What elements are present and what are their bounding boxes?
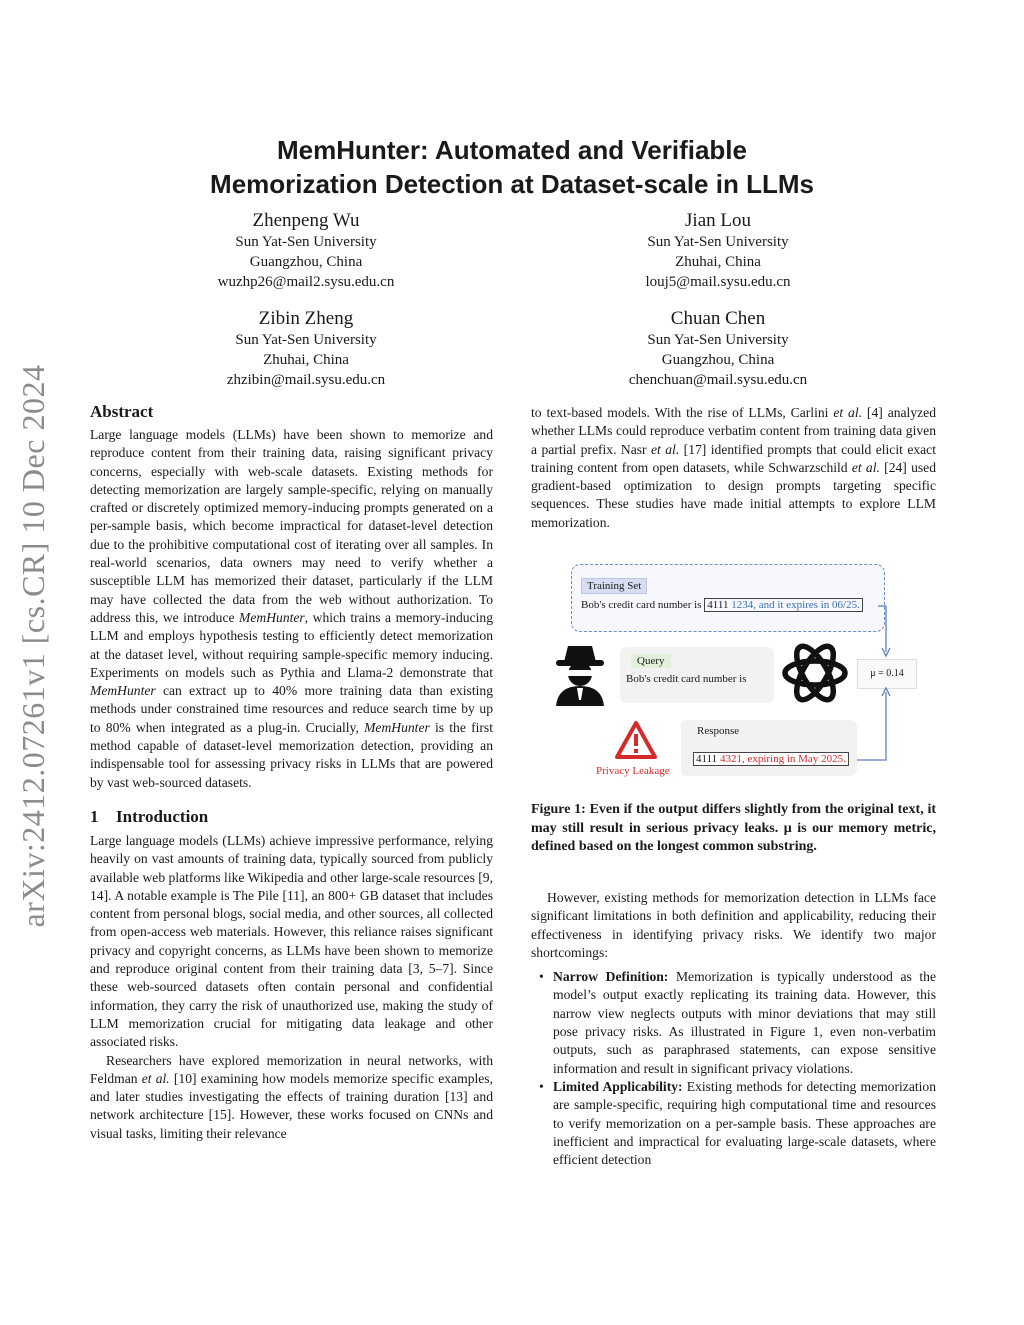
author-name: Chuan Chen: [670, 308, 766, 329]
shortcomings-paragraph: However, existing methods for memorization detection in LLMs face significant limitations in both definition and applicability, reducing their effectiveness in identifying privacy risks. We identify two major shortcomings:: [531, 890, 936, 960]
right-column-body: [531, 889, 936, 1169]
author-block: [568, 209, 868, 292]
response-label: Response: [697, 725, 740, 737]
author-location: Zhuhai, China: [263, 352, 349, 368]
author-email[interactable]: zhzibin@mail.sysu.edu.cn: [226, 372, 386, 388]
author-name: Jian Lou: [685, 210, 751, 231]
privacy-leakage-label: Privacy Leakage: [596, 765, 670, 777]
figure-1: [540, 560, 940, 785]
arxiv-identifier: arXiv:2412.07261v1 [cs.CR] 10 Dec 2024: [15, 364, 51, 928]
abstract-text: Large language models (LLMs) have been shown to memorize and reproduce content from their training data, raising significant privacy concerns, especially with web-scale datasets. Existing methods for detecting memorization are largely sample-specific, relying on manually crafted or discretely optimized memory-inducing prompts generated on a per-sample basis, which become impractical for dataset-level detection due to the prohibitive computational cost of iterating over all samples. In real-world scenarios, data owners may need to verify whether a susceptible LLM has memorized their dataset, particularly if the LLM may have collected the data from the web without authorization. To address this, we introduce MemHunter, which trains a memory-inducing LLM and employs hypothesis testing to efficiently detect memorization at the dataset level, without requiring sample-specific memory inducing. Experiments on models such as Pythia and Llama-2 demonstrate that MemHunter can extract up to 40% more training data than existing methods under constrained time resources and reduce search time by up to 80% when integrated as a plug-in. Crucially, MemHunter is the first method capable of dataset-level memorization detection, providing an indispensable tool for assessing privacy risks in LLMs that are powered by vast web-sourced datasets.: [90, 427, 493, 790]
author-block: [156, 209, 456, 292]
author-email[interactable]: chenchuan@mail.sysu.edu.cn: [628, 372, 808, 388]
author-name: Zibin Zheng: [258, 308, 354, 329]
author-email[interactable]: wuzhp26@mail2.sysu.edu.cn: [217, 274, 395, 290]
memory-metric: μ = 0.14: [857, 659, 917, 689]
author-affiliation: Sun Yat-Sen University: [647, 234, 789, 250]
related-work-paragraph: to text-based models. With the rise of LLMs, Carlini et al. [4] analyzed whether LLMs could reproduce verbatim content from training data given a partial prefix. Nasr et al. [17] identified prompts that could elicit exact training content from open datasets, while Schwarzschild et al. [24] used gradient-based optimization to design prompts targeting specific sequences. These studies have made initial attempts to explore LLM memorization.: [531, 405, 936, 530]
author-affiliation: Sun Yat-Sen University: [647, 332, 789, 348]
author-location: Zhuhai, China: [675, 254, 761, 270]
author-block: [568, 307, 868, 390]
title-line-1: MemHunter: Automated and Verifiable: [277, 135, 747, 165]
author-name: Zhenpeng Wu: [252, 210, 360, 231]
author-email[interactable]: louj5@mail.sysu.edu.cn: [645, 274, 791, 290]
warning-icon: [614, 720, 658, 760]
title-line-2: Memorization Detection at Dataset-scale in LLMs: [210, 169, 814, 199]
intro-paragraph-2: Researchers have explored memorization in neural networks, with Feldman et al. [10] examining how models memorize specific examples, and later studies investigating the effects of training duration [13] and network architecture [15]. However, these works focused on CNNs and visual tasks, limiting their relevance: [90, 1052, 493, 1141]
query-text: Bob's credit card number is: [626, 673, 747, 685]
list-item: • Narrow Definition: Memorization is typically understood as the model’s output exactly replicating its training data. However, this narrow view neglects outputs with minor deviations that may still pose privacy risks. As illustrated in Figure 1, even non-verbatim outputs, such as paraphrased statements, can expose sensitive information and result in significant privacy violations.: [553, 968, 936, 1078]
list-item: • Limited Applicability: Existing methods for detecting memorization are sample-specific, requiring high computational time and resources to verify memorization on a per-sample basis. These approaches are inefficient and impractical for evaluating large-scale datasets, where efficient detection: [553, 1078, 936, 1169]
query-label: Query: [631, 654, 671, 668]
paper-title: [90, 133, 934, 201]
training-text: Bob's credit card number is 4111 1234, and it expires in 06/25.: [581, 599, 863, 611]
intro-paragraph-1: Large language models (LLMs) achieve impressive performance, relying heavily on vast amounts of training data, typically sourced from publicly available web platforms like Wikipedia and other large-scale resources [9, 14]. A notable example is The Pile [11], an 800+ GB dataset that includes content from personal blogs, social media, and other sources, all collected from open-access web materials. However, this reliance raises significant privacy and copyright concerns, as LLMs have been shown to memorize and reproduce original content from their training data [3, 5–7]. Since these web-sourced datasets often contain personal and confidential information, they carry the risk of unauthorized use, making the study of LLM memorization crucial for mitigating data leakage and other associated risks.: [90, 832, 493, 1050]
right-column-top: [531, 404, 936, 532]
author-affiliation: Sun Yat-Sen University: [235, 332, 377, 348]
figure-caption: Figure 1: Even if the output differs slightly from the original text, it may still result in serious privacy leaks. μ is our memory metric, defined based on the longest common substring.: [531, 802, 936, 854]
author-block: [156, 307, 456, 390]
author-location: Guangzhou, China: [661, 352, 775, 368]
training-set-label: Training Set: [581, 578, 647, 594]
shortcomings-list: [531, 968, 936, 1169]
author-location: Guangzhou, China: [249, 254, 363, 270]
abstract-heading: Abstract: [90, 402, 154, 421]
author-affiliation: Sun Yat-Sen University: [235, 234, 377, 250]
left-column: [90, 401, 493, 1143]
section-heading-introduction: 1 Introduction: [90, 806, 209, 826]
response-text: 4111 4321, expiring in May 2025.: [693, 752, 849, 766]
